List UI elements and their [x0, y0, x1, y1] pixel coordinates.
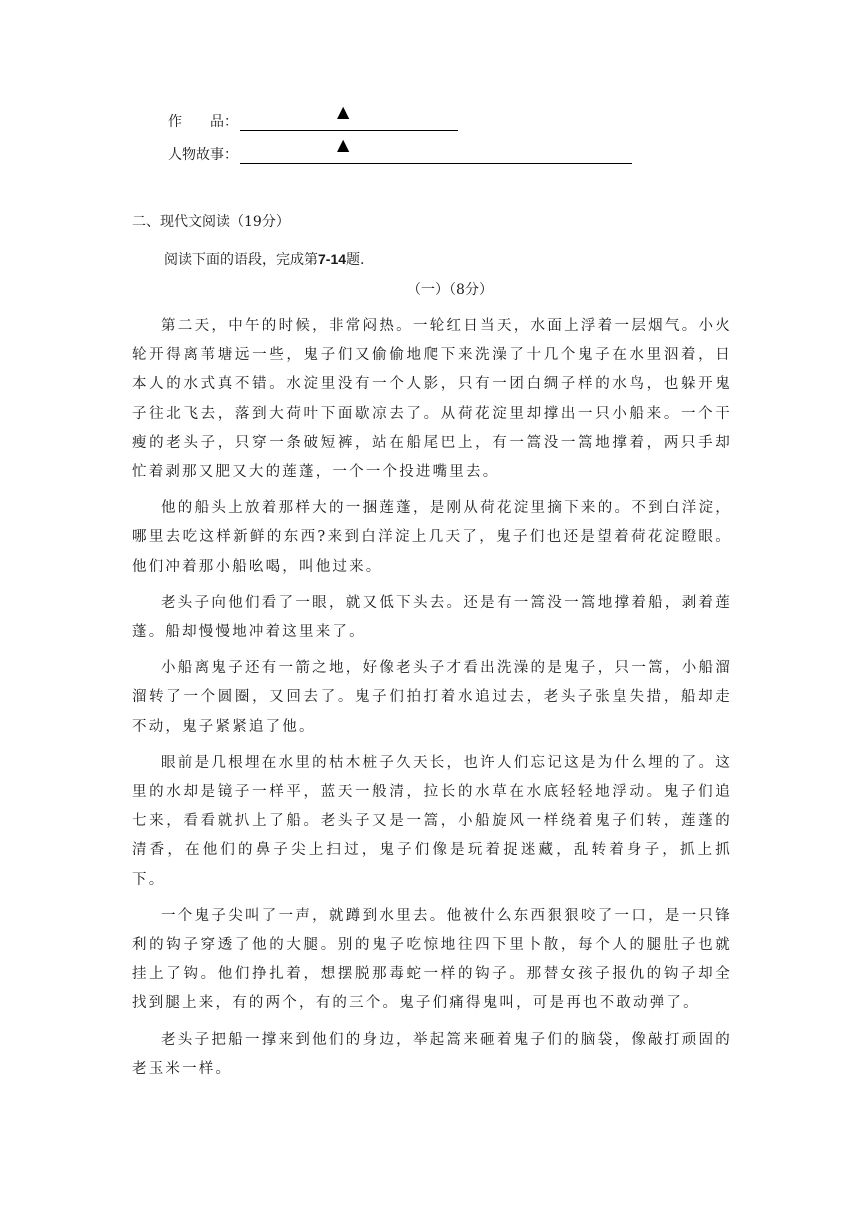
part-title: （一）（8分）	[407, 282, 493, 298]
story-field	[168, 135, 632, 164]
section-heading: 二、现代文阅读（19分）	[132, 214, 290, 230]
passage-paragraph: 他的船头上放着那样大的一捆莲蓬，是刚从荷花淀里摘下来的。不到白洋淀，哪里去吃这样新鲜的东西?来到白洋淀上几天了，鬼子们也还是望着荷花淀瞪眼。他们冲着那小船吆喝，叫他过来。	[132, 500, 732, 575]
triangle-marker-icon: ▲	[337, 102, 350, 121]
passage-paragraph: 眼前是几根埋在水里的枯木桩子久天长，也许人们忘记这是为什么埋的了。这里的水却是镜子一样平，蓝天一般清，拉长的水草在水底轻轻地浮动。鬼子们追七来，看看就扒上了船。老头子又是一篙，小船旋风一样绕着鬼子们转，莲蓬的清香，在他们的鼻子尖上扫过，鬼子们像是玩着捉迷藏，乱转着身子，抓上抓下。	[132, 754, 732, 888]
instruction-text-start: 阅读下面的语段，完成第	[164, 252, 318, 268]
reading-instruction	[164, 249, 364, 270]
work-label: 作 品：	[168, 114, 238, 130]
passage-paragraph: 老头子向他们看了一眼，就又低下头去。还是有一篙没一篙地撑着船，剥着莲蓬。船却慢慢地冲着这里来了。	[132, 594, 732, 641]
story-answer-line[interactable]	[240, 135, 632, 164]
story-label: 人物故事：	[168, 147, 238, 163]
passage-paragraph: 一个鬼子尖叫了一声，就蹲到水里去。他被什么东西狠狠咬了一口，是一只锋利的钩子穿透了他的大腿。别的鬼子吃惊地往四下里卜散，每个人的腿肚子也就挂上了钩。他们挣扎着，想摆脱那毒蛇一样的钩子。那替女孩子报仇的钩子却全找到腿上来，有的两个，有的三个。鬼子们痛得鬼叫，可是再也不敢动弹了。	[132, 907, 732, 1012]
work-answer-line[interactable]	[240, 102, 458, 131]
triangle-marker-icon: ▲	[337, 135, 350, 154]
question-range: 7-14	[318, 251, 347, 267]
instruction-text-end: 题.	[346, 252, 365, 268]
passage-paragraph: 小船离鬼子还有一箭之地，好像老头子才看出洗澡的是鬼子，只一篙，小船溜溜转了一个圆圈，又回去了。鬼子们拍打着水追过去，老头子张皇失措，船却走不动，鬼子紧紧追了他。	[132, 660, 732, 735]
passage-paragraph: 第二天，中午的时候，非常闷热。一轮红日当天，水面上浮着一层烟气。小火轮开得离苇塘远一些，鬼子们又偷偷地爬下来洗澡了十几个鬼子在水里泅着，日本人的水式真不错。水淀里没有一个人影，只有一团白绸子样的水鸟，也躲开鬼子往北飞去，落到大荷叶下面歇凉去了。从荷花淀里却撑出一只小船来。一个干瘦的老头子，只穿一条破短裤，站在船尾巴上，有一篙没一篙地撑着，两只手却忙着剥那又肥又大的莲蓬，一个一个投进嘴里去。	[132, 318, 732, 481]
work-field	[168, 102, 458, 131]
passage-paragraph: 老头子把船一撑来到他们的身边，举起篙来砸着鬼子们的脑袋，像敲打顽固的老玉米一样。	[132, 1031, 732, 1077]
reading-passage	[132, 312, 732, 1091]
